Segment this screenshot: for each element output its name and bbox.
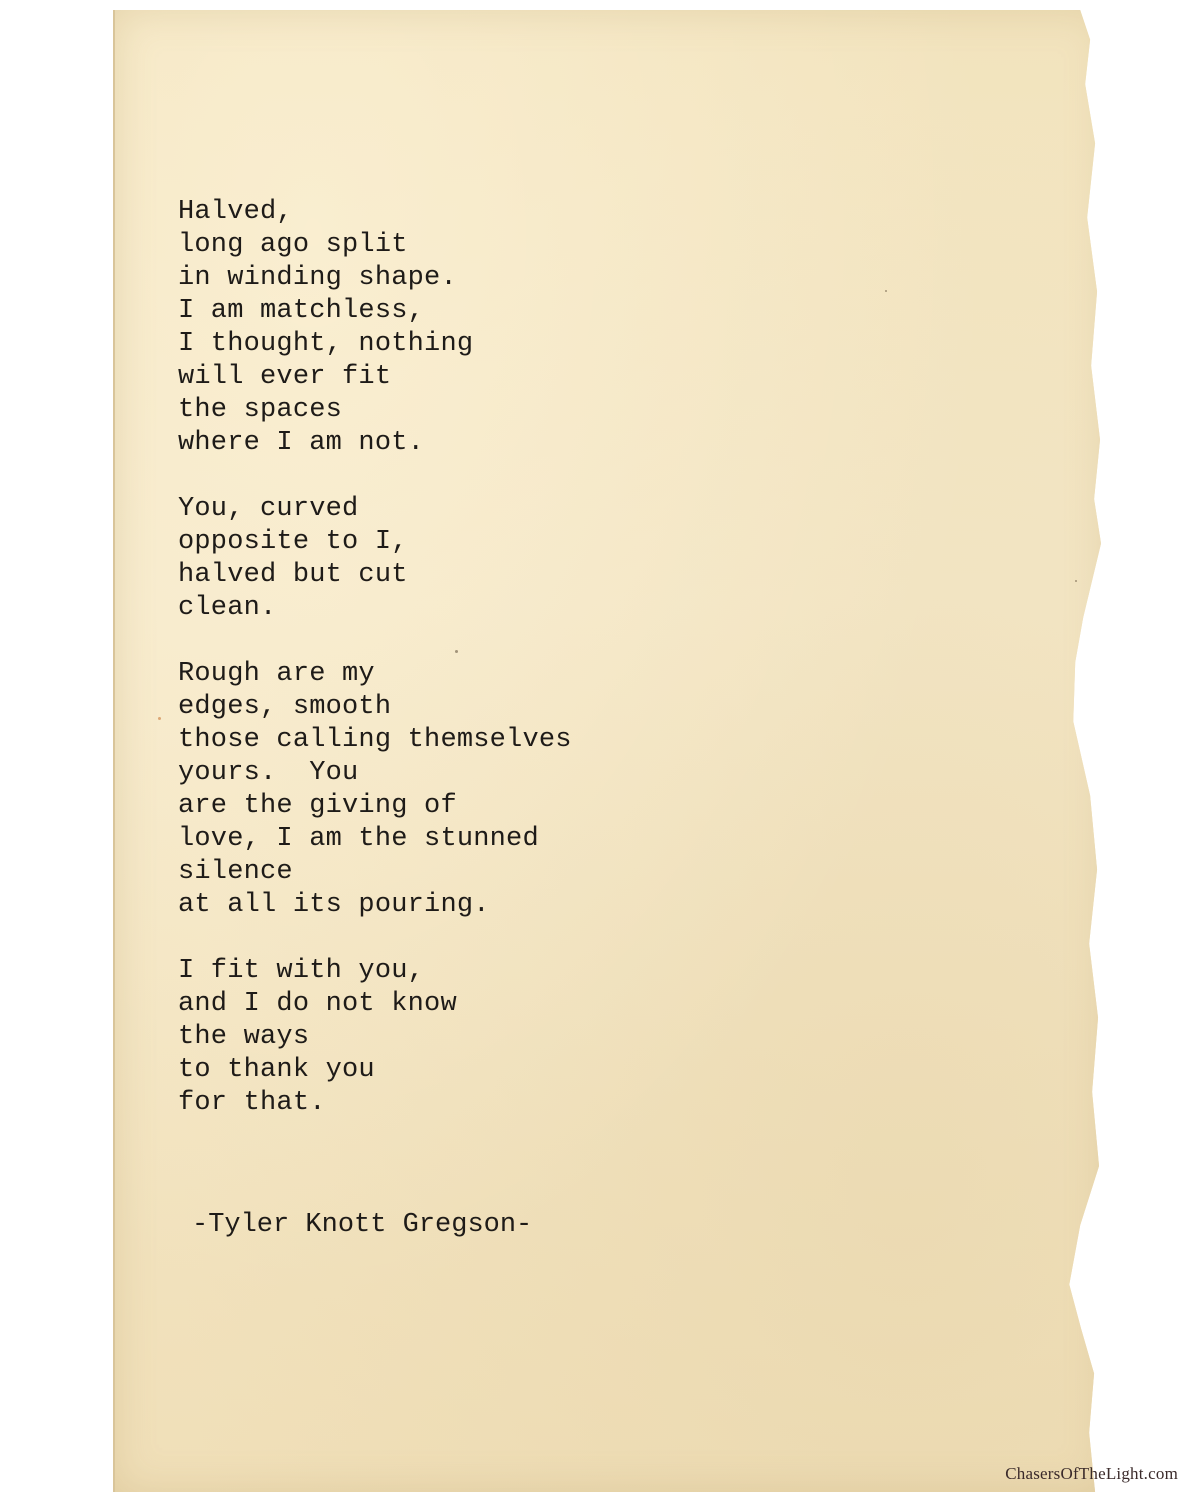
- poem-line: opposite to I,: [178, 527, 408, 557]
- poem-line: I fit with you,: [178, 956, 425, 986]
- author-signature: -Tyler Knott Gregson-: [192, 1210, 533, 1240]
- poem-line: long ago split: [178, 230, 408, 260]
- poem-line: the spaces: [178, 395, 343, 425]
- poem-line: silence: [178, 857, 293, 887]
- poem-stanza: [178, 493, 572, 625]
- poem-line: are the giving of: [178, 791, 457, 821]
- ink-speck: [885, 290, 887, 292]
- poem-line: those calling themselves: [178, 725, 572, 755]
- poem-line: in winding shape.: [178, 263, 457, 293]
- poem-line: where I am not.: [178, 428, 425, 458]
- ink-speck: [158, 717, 161, 720]
- poem-line: will ever fit: [178, 362, 392, 392]
- poem-line: and I do not know: [178, 989, 457, 1019]
- poem-line: edges, smooth: [178, 692, 392, 722]
- poem-line: You, curved: [178, 494, 359, 524]
- poem-stanza: [178, 658, 572, 922]
- poem-line: Halved,: [178, 197, 293, 227]
- poem-line: yours. You: [178, 758, 359, 788]
- poem-line: clean.: [178, 593, 277, 623]
- poem-stanza: [178, 955, 572, 1120]
- poem-stanza: [178, 196, 572, 460]
- poem-line: halved but cut: [178, 560, 408, 590]
- poem-line: I am matchless,: [178, 296, 425, 326]
- ink-speck: [1075, 580, 1077, 582]
- poem-line: I thought, nothing: [178, 329, 474, 359]
- poem-line: at all its pouring.: [178, 890, 490, 920]
- poem-line: Rough are my: [178, 659, 375, 689]
- poem-line: love, I am the stunned: [178, 824, 539, 854]
- poem-text: [178, 196, 572, 1153]
- poem-line: the ways: [178, 1022, 310, 1052]
- site-watermark: ChasersOfTheLight.com: [1005, 1464, 1178, 1483]
- poem-line: to thank you: [178, 1055, 375, 1085]
- poem-line: for that.: [178, 1088, 326, 1118]
